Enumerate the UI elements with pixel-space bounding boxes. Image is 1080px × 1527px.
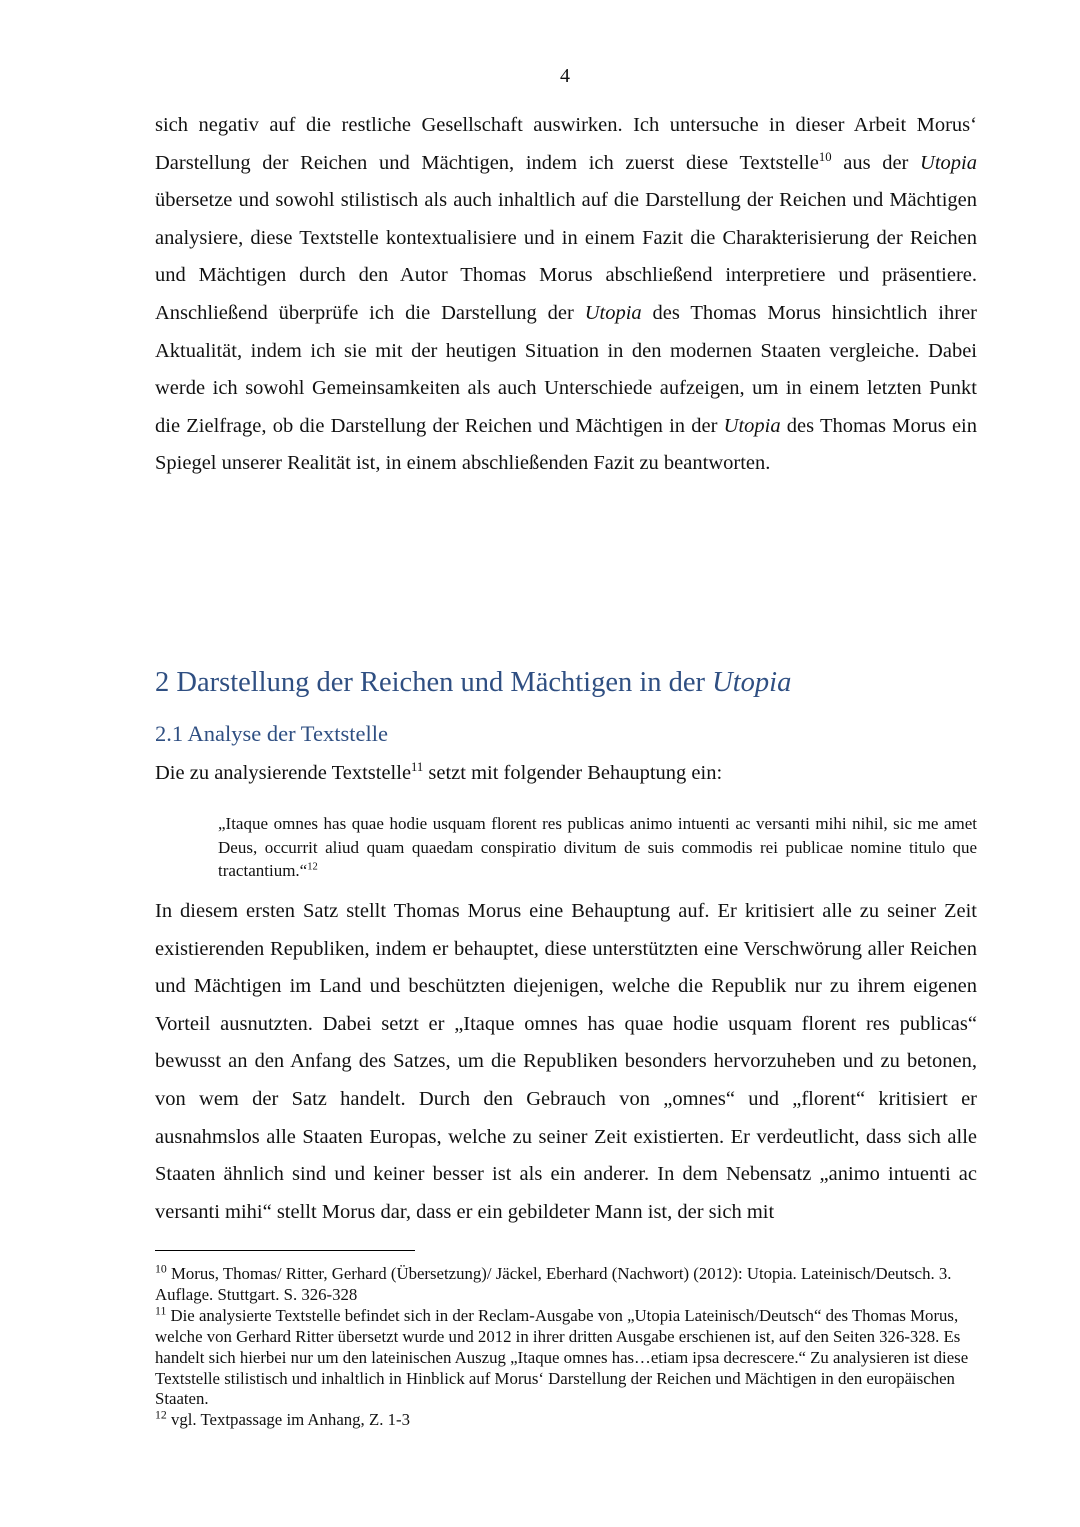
analysis-paragraph bbox=[155, 893, 977, 1231]
footnote-separator bbox=[155, 1250, 415, 1251]
section-heading: 2.1 Analyse der Textstelle bbox=[155, 721, 388, 746]
footnote-12 bbox=[155, 1410, 971, 1431]
page-number: 4 bbox=[560, 65, 570, 87]
utopia-title: Utopia bbox=[920, 151, 977, 174]
intro-text-part-1: sich negativ auf die restliche Gesellschaft auswirken. Ich untersuche in dieser Arbeit Morus‘ Darstellung der Reichen und Mächtigen, indem ich zuerst diese Textstelle bbox=[155, 114, 977, 174]
footnotes bbox=[155, 1264, 971, 1431]
footnote-number: 11 bbox=[155, 1304, 167, 1318]
footnote-ref-11[interactable]: 11 bbox=[411, 760, 424, 775]
footnote-11 bbox=[155, 1306, 971, 1411]
analysis-intro-before: Die zu analysierende Textstelle bbox=[155, 762, 412, 784]
footnote-text: Morus, Thomas/ Ritter, Gerhard (Übersetzung)/ Jäckel, Eberhard (Nachwort) (2012): Utopia. Lateinisch/Deutsch. 3. Auflage. Stuttgart. S. 326-328 bbox=[155, 1264, 952, 1304]
utopia-title: Utopia bbox=[584, 301, 642, 324]
intro-text-part-5: des Thomas Morus ein Spiegel unserer Realität ist, in einem abschließenden Fazit zu beantworten. bbox=[155, 414, 978, 475]
intro-paragraph bbox=[155, 107, 977, 483]
footnote-10 bbox=[155, 1264, 971, 1306]
intro-text-part-4: des Thomas Morus hinsichtlich ihrer Aktualität, indem ich sie mit der heutigen Situation in den modernen Staaten vergleiche. Dabei werde ich sowohl Gemeinsamkeiten als auch Unterschiede aufzeigen, um in einem letzten Punkt die Zielfrage, ob die Darstellung der Reichen und Mächtigen in der bbox=[155, 301, 977, 437]
intro-text-part-3: übersetze und sowohl stilistisch als auch inhaltlich auf die Darstellung der Reichen und Mächtigen analysiere, diese Textstelle kontextualisiere und in einem Fazit die Charakterisierung der Reichen und Mächtigen durch den Autor Thomas Morus abschließend interpretiere und präsentiere. Anschließend überprüfe ich die Darstellung der bbox=[155, 189, 977, 324]
footnote-number: 12 bbox=[155, 1408, 167, 1422]
footnote-ref-10[interactable]: 10 bbox=[818, 149, 832, 164]
analysis-intro-after: setzt mit folgender Behauptung ein: bbox=[423, 762, 723, 784]
intro-text-part-2: aus der bbox=[831, 151, 921, 174]
analysis-paragraph-text: In diesem ersten Satz stellt Thomas Morus eine Behauptung auf. Er kritisiert alle zu seiner Zeit existierenden Republiken, indem er behauptet, diese unterstützten eine Verschwörung aller Reichen und Mächtigen im Land und beschützten diejenigen, welche die Republik nur zu ihrem eigenen Vorteil ausnutzten. Dabei setzt er „Itaque omnes has quae hodie usquam florent res publicas“ bewusst an den Anfang des Satzes, um die Republiken besonders hervorzuheben und zu betonen, von wem der Satz handelt. Durch den Gebrauch von „omnes“ und „florent“ kritisiert er ausnahmslos alle Staaten Europas, welche zu seiner Zeit existierten. Er verdeutlicht, dass sich alle Staaten ähnlich sind und keiner besser ist als ein anderer. In dem Nebensatz „animo intuenti ac versanti mihi“ stellt Morus dar, dass er ein gebildeter Mann ist, der sich mit bbox=[155, 900, 977, 1223]
block-quote-text: „Itaque omnes has quae hodie usquam florent res publicas animo intuenti ac versanti mihi nihil, sic me amet Deus, occurrit aliud quam quaedam conspiratio divitum de suis commodis rei publicae nomine titulo que tractantium.“ bbox=[218, 814, 977, 880]
chapter-heading-text: 2 Darstellung der Reichen und Mächtigen in der bbox=[155, 667, 713, 698]
footnote-text: Die analysierte Textstelle befindet sich in der Reclam-Ausgabe von „Utopia Lateinisch/Deutsch“ des Thomas Morus, welche von Gerhard Ritter übersetzt wurde und 2012 in ihrer dritten Ausgabe erschienen ist, auf den Seiten 326-328. Es handelt sich hierbei nur um den lateinischen Auszug „Itaque omnes has…etiam ipsa decrescere.“ Zu analysieren ist diese Textstelle stilistisch und inhaltlich in Hinblick auf Morus‘ Darstellung der Reichen und Mächtigen in den europäischen Staaten. bbox=[155, 1305, 969, 1409]
block-quote bbox=[218, 812, 977, 883]
intro-paragraph-text bbox=[155, 107, 977, 483]
footnote-text: vgl. Textpassage im Anhang, Z. 1-3 bbox=[166, 1410, 410, 1430]
utopia-title: Utopia bbox=[723, 414, 781, 437]
chapter-heading bbox=[155, 663, 977, 703]
analysis-intro bbox=[155, 756, 977, 790]
footnote-ref-12[interactable]: 12 bbox=[307, 861, 318, 873]
chapter-heading-italic: Utopia bbox=[712, 667, 792, 698]
footnote-number: 10 bbox=[155, 1262, 167, 1276]
